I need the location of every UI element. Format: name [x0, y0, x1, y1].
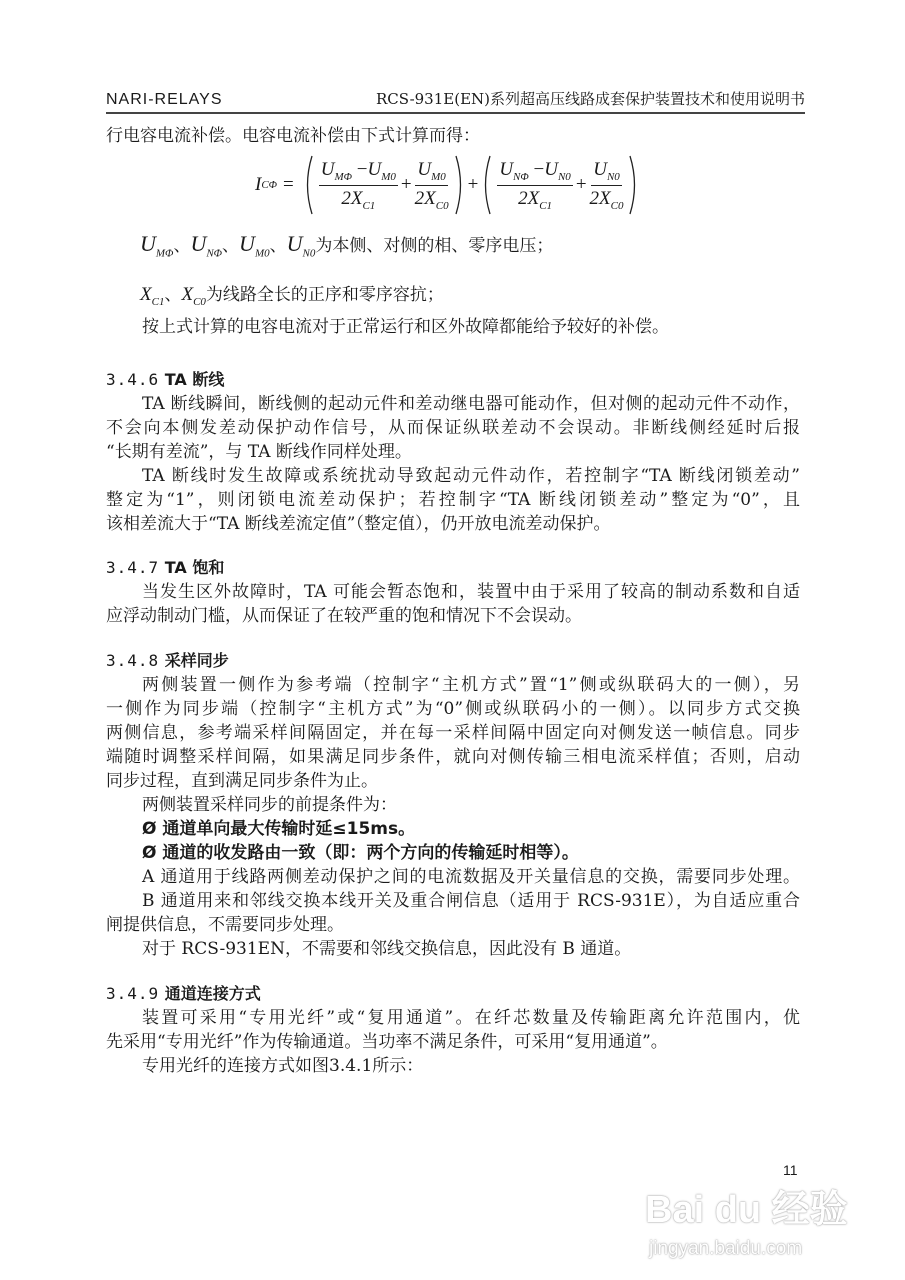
paragraph-line: 先采用“专用光纤”作为传输通道。当功率不满足条件，可采用“复用通道”。: [106, 1032, 668, 1052]
section-heading-3-4-7: 3.4.7 TA 饱和: [106, 558, 225, 577]
compensation-note: 按上式计算的电容电流对于正常运行和区外故障都能给予较好的补偿。: [142, 317, 669, 337]
paren-close: [628, 154, 640, 216]
section-heading-3-4-8: 3.4.8 采样同步: [106, 651, 229, 670]
paragraph-line: 对于 RCS-931EN，不需要和邻线交换信息，因此没有 B 通道。: [142, 939, 632, 959]
formula-lhs: I: [255, 174, 262, 195]
fraction-2: $\frac{U_{M0}}{2X_{C0}}$: [414, 158, 449, 212]
paragraph-line: A 通道用于线路两侧差动保护之间的电流数据及开关量信息的交换，需要同步处理。: [142, 867, 800, 887]
paragraph-line: 该相差流大于“TA 断线差流定值”（整定值），仍开放电流差动保护。: [106, 514, 611, 534]
watermark-logo: Bai du 经验: [645, 1189, 848, 1231]
paragraph-line: 同步过程，直到满足同步条件为止。: [106, 771, 378, 791]
section-heading-3-4-6: 3.4.6 TA 断线: [106, 370, 225, 389]
fraction-1: $\frac{U_{M\Phi} -U_{M0}}{2X_{C1}}$: [320, 158, 396, 212]
formula-lhs-sub: CΦ: [261, 179, 278, 191]
watermark-url: jingyan.baidu.com: [649, 1238, 803, 1259]
paragraph-line: 端随时调整采样间隔，如果满足同步条件，就向对侧传输三相电流采样值；否则，启动: [106, 747, 800, 767]
page-header: [106, 88, 805, 114]
reactance-definition: $X_{C1}$、$X_{C0}$为线路全长的正序和零序容抗；: [140, 284, 444, 308]
paragraph-line: TA 断线瞬间，断线侧的起动元件和差动继电器可能动作，但对侧的起动元件不动作，: [142, 394, 800, 414]
paragraph-line: 不会向本侧发差动保护动作信号，从而保证纵联差动不会误动。非断线侧经延时后报: [106, 418, 800, 438]
fraction-3: $\frac{U_{N\Phi} -U_{N0}}{2X_{C1}}$: [499, 158, 571, 212]
baidu-watermark: [645, 1188, 865, 1268]
plus: +: [400, 174, 412, 195]
paragraph-line: 应浮动制动门槛，从而保证了在较严重的饱和情况下不会误动。: [106, 606, 582, 626]
paragraph-line: 整定为“1”，则闭锁电流差动保护；若控制字“TA 断线闭锁差动”整定为“0”，且: [106, 490, 800, 510]
paragraph-line: 两侧信息，参考端采样间隔固定，并在每一采样间隔中固定向对侧发送一帧信息。同步: [106, 723, 800, 743]
formula-eq: =: [283, 174, 294, 195]
section-heading-3-4-9: 3.4.9 通道连接方式: [106, 984, 261, 1003]
intro-line: 行电容电流补偿。电容电流补偿由下式计算而得：: [106, 126, 480, 146]
bullet-item: Ø 通道的收发路由一致（即：两个方向的传输延时相等）。: [142, 843, 579, 863]
paren-open: [480, 154, 492, 216]
paragraph-line: 当发生区外故障时，TA 可能会暂态饱和，装置中由于采用了较高的制动系数和自适: [142, 582, 800, 602]
paragraph-line: “长期有差流”，与 TA 断线作同样处理。: [106, 442, 412, 462]
paragraph-line: 装置可采用“专用光纤”或“复用通道”。在纤芯数量及传输距离允许范围内，优: [142, 1008, 800, 1028]
bullet-item: Ø 通道单向最大传输时延≤15ms。: [142, 819, 416, 839]
voltage-definition: $U_{M\Phi}$、$U_{N\Phi}$、$U_{M0}$、$U_{N0}$为本侧、对侧的相、零序电压；: [140, 231, 554, 260]
capacitive-current-formula: [255, 150, 642, 220]
paragraph-line: 两侧装置采样同步的前提条件为：: [142, 795, 397, 815]
paragraph-line: 两侧装置一侧作为参考端（控制字“主机方式”置“1”侧或纵联码大的一侧），另: [142, 675, 800, 695]
paragraph-line: B 通道用来和邻线交换本线开关及重合闸信息（适用于 RCS-931E），为自适应重合: [142, 891, 800, 911]
page-number: 11: [783, 1162, 798, 1178]
paragraph-line: 一侧作为同步端（控制字“主机方式”为“0”侧或纵联码小的一侧）。以同步方式交换: [106, 699, 800, 719]
header-company: NARI-RELAYS: [106, 91, 223, 108]
plus: +: [467, 174, 479, 195]
plus: +: [575, 174, 587, 195]
fraction-4: $\frac{U_{N0}}{2X_{C0}}$: [589, 158, 624, 212]
header-doc-title: RCS-931E(EN)系列超高压线路成套保护装置技术和使用说明书: [375, 90, 805, 108]
paren-close: [454, 154, 466, 216]
paragraph-line: 专用光纤的连接方式如图3.4.1所示：: [142, 1056, 424, 1076]
paren-open: [302, 154, 314, 216]
paragraph-line: 闸提供信息，不需要同步处理。: [106, 915, 344, 935]
paragraph-line: TA 断线时发生故障或系统扰动导致起动元件动作，若控制字“TA 断线闭锁差动”: [142, 466, 800, 486]
